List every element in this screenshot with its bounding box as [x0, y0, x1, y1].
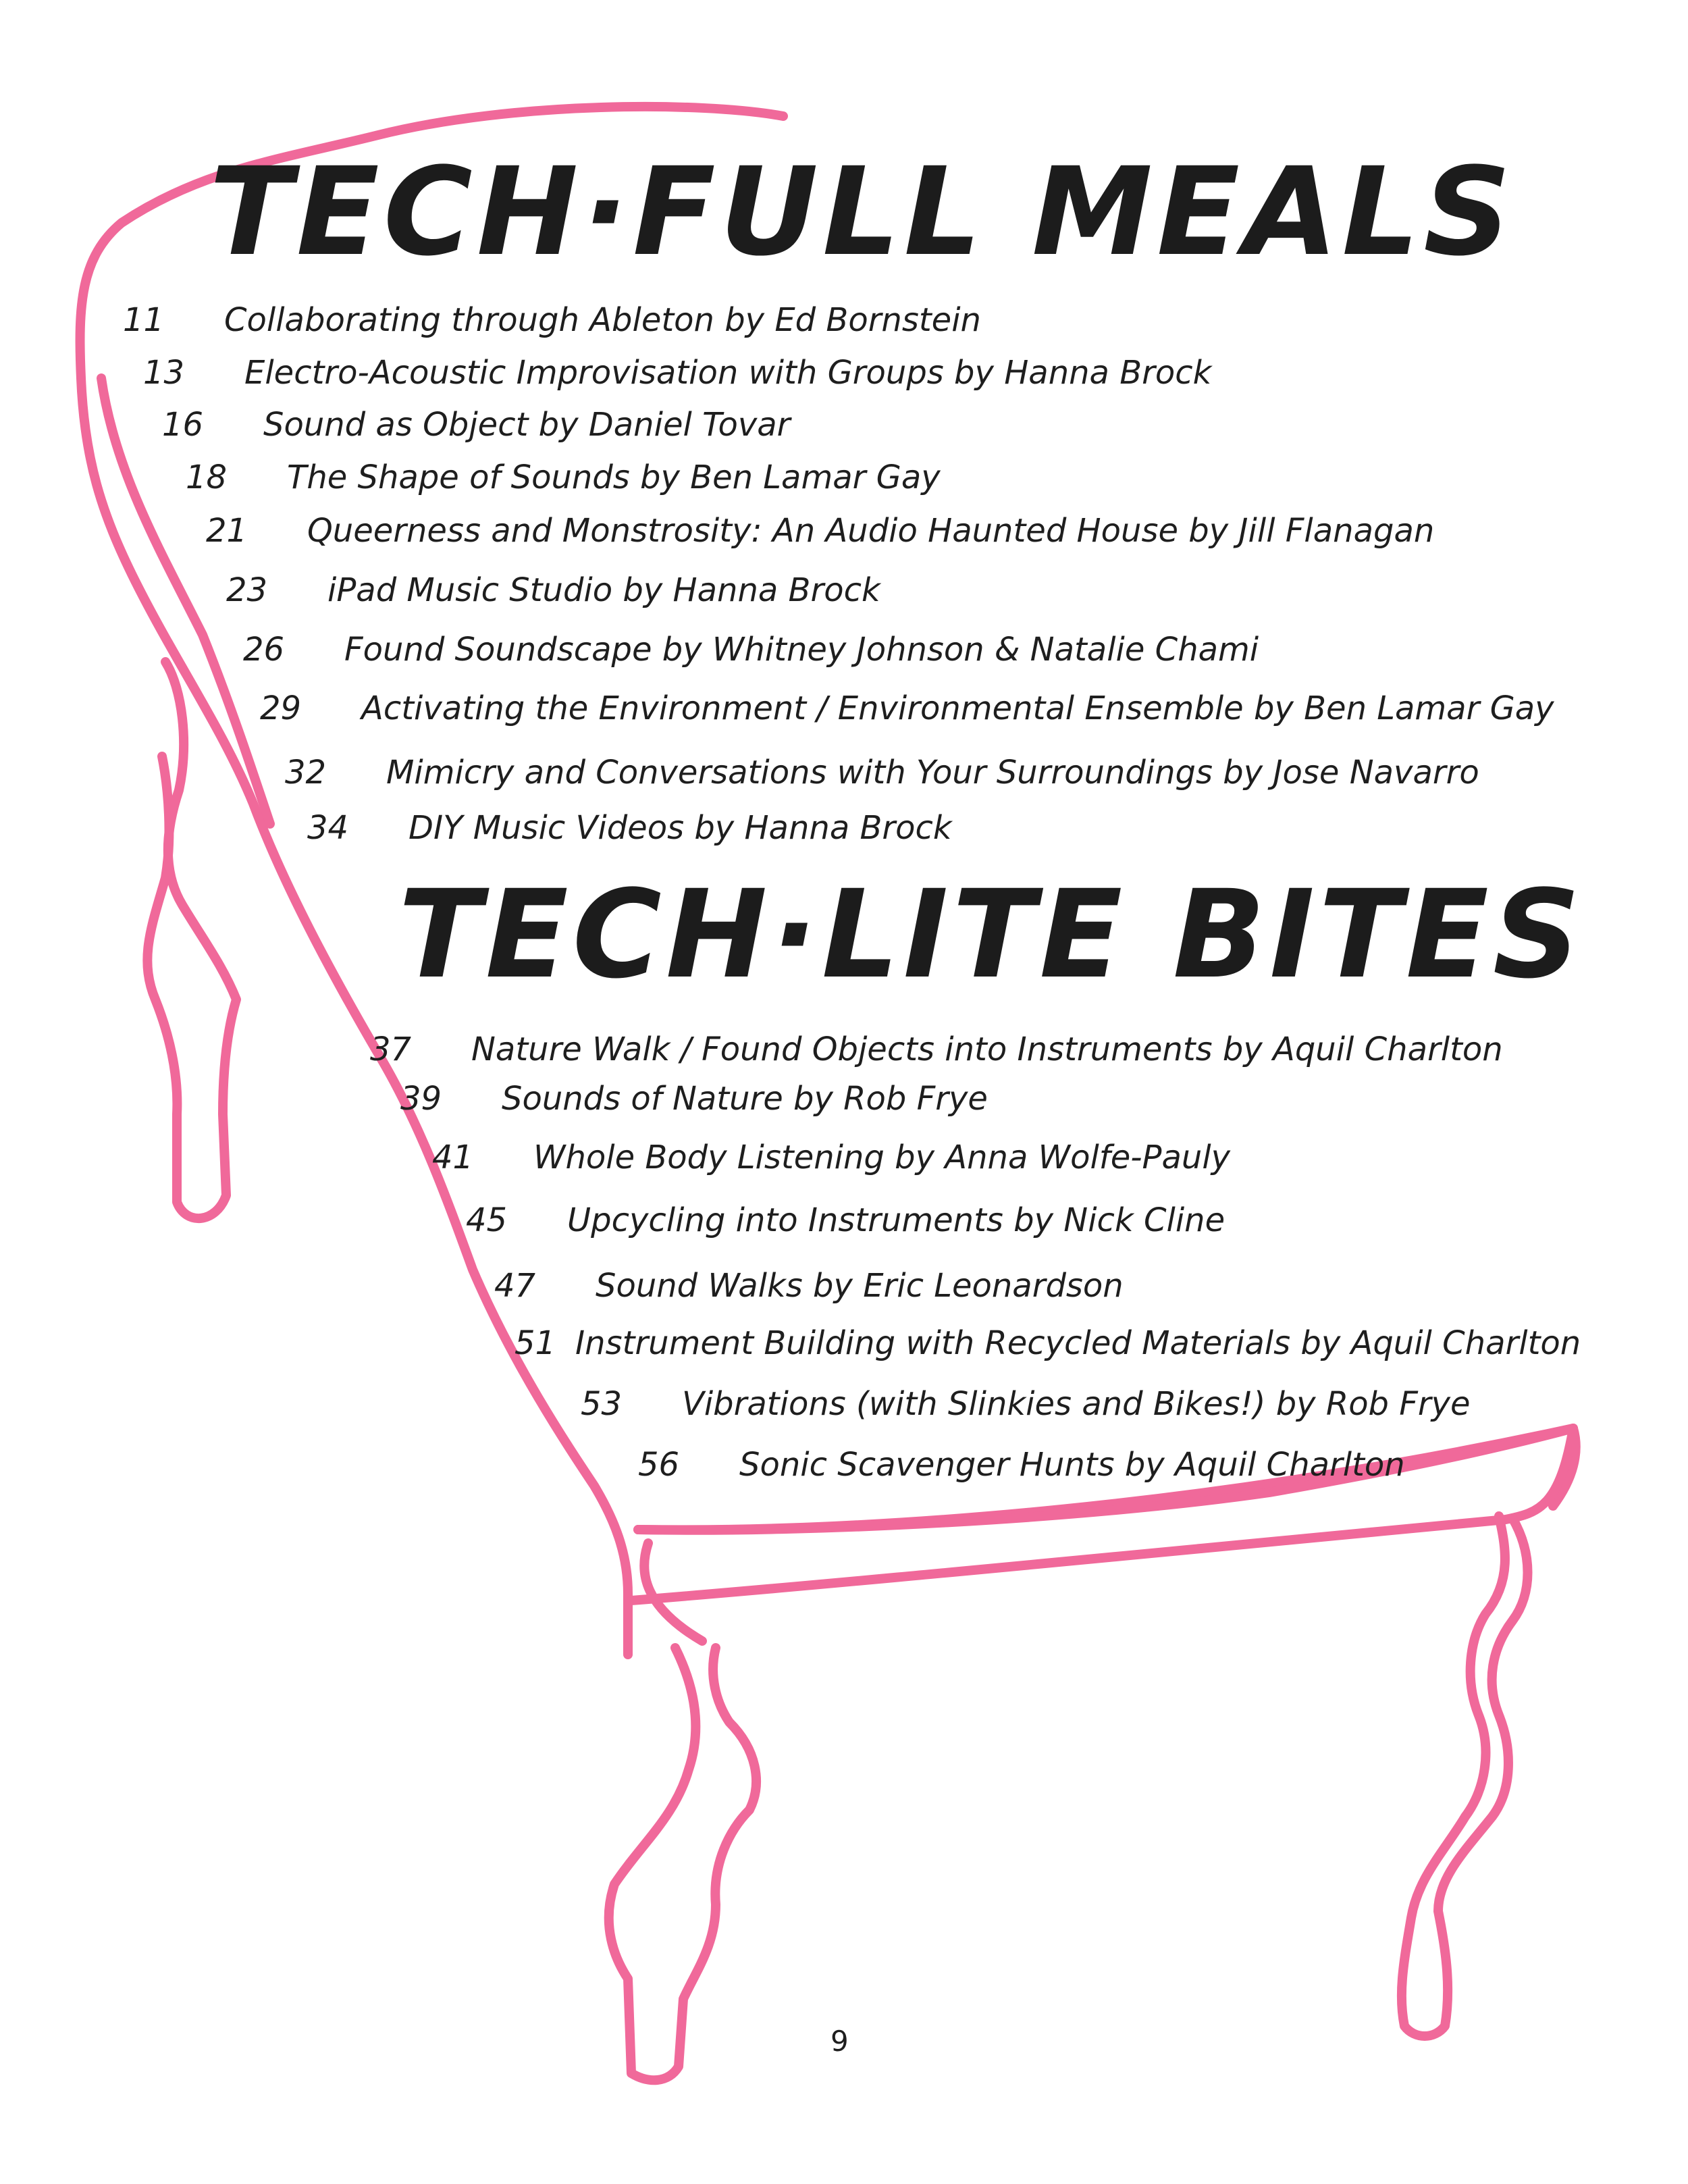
toc-entry-title: Queerness and Monstrosity: An Audio Haunted House by Jill Flanagan [307, 512, 1435, 550]
toc-entry-title: DIY Music Videos by Hanna Brock [408, 809, 952, 847]
toc-entry[interactable] [243, 631, 1259, 669]
toc-entry-title: Vibrations (with Slinkies and Bikes!) by Rob Frye [682, 1385, 1471, 1423]
toc-entry-title: Sound Walks by Eric Leonardson [596, 1267, 1124, 1305]
toc-page-number: 11 [123, 301, 165, 339]
toc-page-number: 26 [243, 631, 285, 669]
section-heading-lite-bites: TECH·LITE BITES [398, 864, 1585, 1006]
toc-page-number: 53 [581, 1385, 623, 1423]
page-number: 9 [830, 2025, 849, 2058]
toc-entry[interactable] [162, 406, 791, 444]
toc-entry-title: Sound as Object by Daniel Tovar [263, 406, 791, 444]
toc-page-number: 18 [186, 459, 228, 496]
toc-entry-title: Found Soundscape by Whitney Johnson & Natalie Chami [344, 631, 1259, 669]
toc-entry[interactable] [206, 512, 1435, 550]
toc-entry-title: Sonic Scavenger Hunts by Aquil Charlton [739, 1446, 1405, 1484]
toc-entry[interactable] [638, 1446, 1405, 1484]
toc-page-number: 23 [226, 571, 268, 609]
toc-entry[interactable] [186, 461, 941, 494]
toc-page-number: 51 [515, 1324, 556, 1362]
toc-entry[interactable] [515, 1324, 1581, 1362]
toc-entry[interactable] [581, 1385, 1471, 1423]
toc-page-number: 13 [143, 354, 185, 392]
toc-page-number: 39 [400, 1080, 442, 1118]
toc-entry-title: Activating the Environment / Environmental Ensemble by Ben Lamar Gay [361, 690, 1554, 727]
toc-page-number: 21 [206, 512, 248, 550]
toc-entry[interactable] [123, 301, 981, 339]
toc-entry[interactable] [400, 1080, 988, 1118]
toc-entry[interactable] [432, 1141, 1230, 1174]
toc-entry-title: Sounds of Nature by Rob Frye [502, 1080, 988, 1118]
toc-entry-title: Whole Body Listening by Anna Wolfe-Pauly [533, 1139, 1231, 1176]
toc-entry[interactable] [307, 809, 952, 847]
toc-page-number: 41 [432, 1139, 474, 1176]
toc-entry[interactable] [285, 756, 1479, 789]
toc-entry[interactable] [370, 1033, 1503, 1066]
toc-page-number: 34 [307, 809, 349, 847]
toc-entry-title: Nature Walk / Found Objects into Instruments by Aquil Charlton [471, 1031, 1503, 1068]
toc-entry-title: Mimicry and Conversations with Your Surroundings by Jose Navarro [386, 754, 1479, 791]
toc-entry[interactable] [466, 1201, 1225, 1239]
toc-page-number: 45 [466, 1201, 508, 1239]
toc-page-number: 16 [162, 406, 204, 444]
toc-entry[interactable] [143, 354, 1212, 392]
toc-entry-title: Upcycling into Instruments by Nick Cline [567, 1201, 1225, 1239]
toc-entry[interactable] [494, 1267, 1124, 1305]
toc-page-number: 32 [285, 754, 327, 791]
toc-entry[interactable] [226, 571, 880, 609]
section-heading-full-meals: TECH·FULL MEALS [209, 142, 1515, 283]
toc-entry-title: The Shape of Sounds by Ben Lamar Gay [287, 459, 941, 496]
toc-entry-title: Instrument Building with Recycled Materials by Aquil Charlton [575, 1324, 1581, 1362]
toc-entry-title: Collaborating through Ableton by Ed Bornstein [224, 301, 981, 339]
toc-page-number: 56 [638, 1446, 680, 1484]
toc-page-number: 29 [260, 690, 302, 727]
toc-page-number: 37 [370, 1031, 412, 1068]
toc-entry-title: Electro-Acoustic Improvisation with Groups by Hanna Brock [244, 354, 1212, 392]
toc-entry[interactable] [260, 692, 1554, 725]
toc-entry-title: iPad Music Studio by Hanna Brock [327, 571, 880, 609]
toc-page-number: 47 [494, 1267, 536, 1305]
